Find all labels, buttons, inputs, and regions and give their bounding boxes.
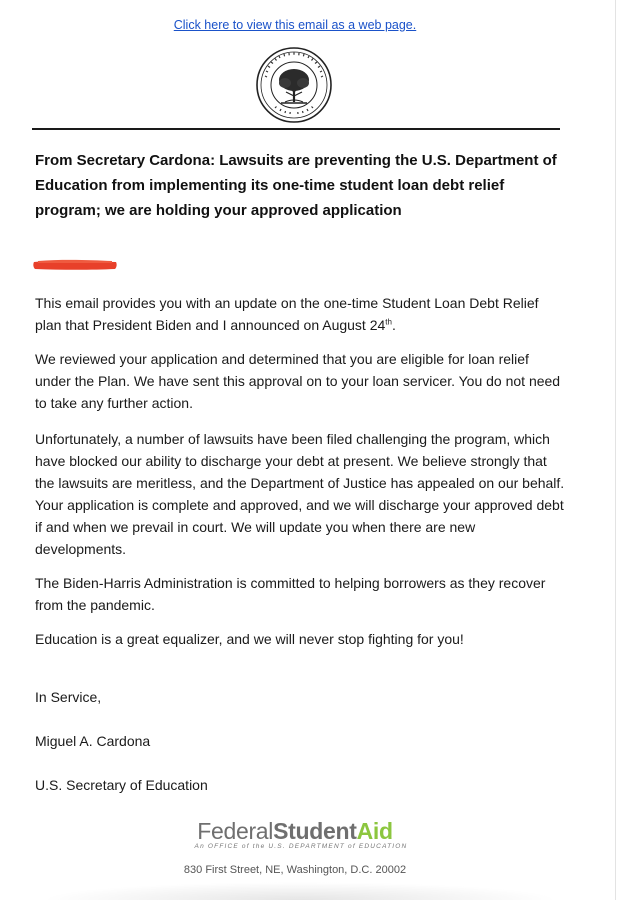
header-divider [32, 128, 560, 130]
email-headline: From Secretary Cardona: Lawsuits are preventing the U.S. Department of Education from implementing its one-time student loan debt relief program; we are holding your approved application [35, 152, 557, 219]
paragraph-update [35, 292, 565, 336]
fsa-logo-wordmark [0, 818, 590, 844]
redaction-mark [32, 258, 118, 272]
department-of-education-seal-icon [255, 46, 333, 124]
paragraph-update-end: . [391, 317, 396, 333]
paragraph-update-text: This email provides you with an update on the one-time Student Loan Debt Relief plan that President Biden and I announced on August 24 [35, 295, 539, 333]
federal-student-aid-logo [0, 818, 590, 850]
fsa-logo-student: Student [273, 818, 357, 844]
fsa-logo-federal: Federal [197, 818, 274, 844]
fsa-logo-aid: Aid [356, 818, 393, 844]
closing-salutation: In Service, [35, 689, 102, 705]
date-ordinal-suffix: th [385, 317, 392, 327]
bottom-shadow [40, 882, 560, 900]
paragraph-eligibility: We reviewed your application and determined that you are eligible for loan relief under the Plan. We have sent this approval on to your loan servicer. You do not need to take any further action. [35, 351, 561, 411]
paragraph-lawsuits: Unfortunately, a number of lawsuits have been filed challenging the program, which have blocked our ability to discharge your debt at present. We believe strongly that the lawsuits are meritless, and the Department of Justice has appealed on our behalf. Your application is complete and approved, and we will discharge your approved debt if and when we prevail in court. We will update you when there are new developments. [35, 431, 565, 557]
paragraph-equalizer: Education is a great equalizer, and we will never stop fighting for you! [35, 631, 464, 647]
signature-name: Miguel A. Cardona [35, 733, 151, 749]
view-as-web-page-link[interactable]: Click here to view this email as a web page. [173, 18, 417, 32]
fsa-logo-tagline: An OFFICE of the U.S. DEPARTMENT of EDUCATION [194, 843, 408, 850]
footer-address: 830 First Street, NE, Washington, D.C. 20002 [183, 864, 407, 876]
signature-title: U.S. Secretary of Education [35, 777, 208, 793]
paragraph-administration: The Biden-Harris Administration is committed to helping borrowers as they recover from the pandemic. [35, 575, 546, 613]
